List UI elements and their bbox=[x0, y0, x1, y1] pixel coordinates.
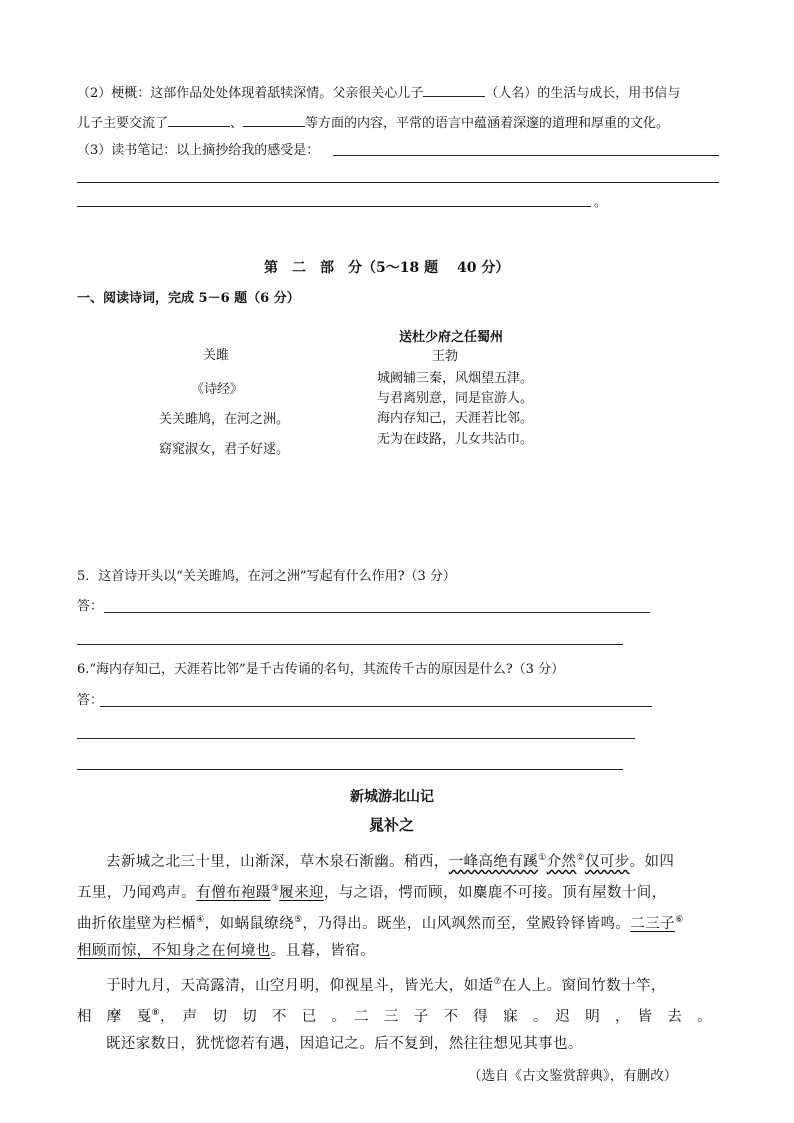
q2-line-1: （2）梗概：这部作品处处体现着舐犊深情。父亲很关心儿子 （人名）的生活与成长，用书信与 bbox=[77, 86, 681, 101]
poem1-line-1: 关关雎鸠，在河之洲。 bbox=[159, 412, 290, 427]
blank-topic-2[interactable] bbox=[243, 114, 305, 127]
q6-answer-line-1[interactable] bbox=[100, 706, 652, 707]
essay-p1-line-2: 五里，乃闻鸡声。有僧布袍蹑③履来迎，与之语，愕而顾，如麋鹿不可接。顶有屋数十间， bbox=[77, 884, 667, 901]
section1-heading: 一、阅读诗词，完成 5－6 题（6 分） bbox=[77, 291, 300, 306]
poem1-source: 《诗经》 bbox=[191, 382, 244, 397]
essay-source: （选自《古文鉴赏辞典》，有删改） bbox=[468, 1068, 678, 1084]
q3-end-mark: 。 bbox=[594, 195, 608, 210]
q5-answer-line-1[interactable] bbox=[104, 612, 650, 613]
essay-p1-line-4: 相顾而惊，不知身之在何境也。且暮，皆宿。 bbox=[77, 943, 376, 959]
q3-answer-line-3[interactable] bbox=[77, 206, 591, 207]
blank-person-name[interactable] bbox=[423, 84, 485, 97]
blank-topic-1[interactable] bbox=[168, 114, 230, 127]
q2-line-2: 儿子主要交流了 、 等方面的内容，平常的语言中蕴涵着深邃的道理和厚重的文化。 bbox=[77, 116, 670, 131]
essay-p3-line-1: 既还家数日，犹恍惚若有遇，因追记之。后不复到，然往往想见其事也。 bbox=[106, 1036, 583, 1052]
q5-question: 5．这首诗开头以“关关雎鸠，在河之洲”写起有什么作用?（3 分） bbox=[77, 569, 456, 584]
q6-answer-line-2[interactable] bbox=[77, 738, 635, 739]
essay-p1-line-3: 曲折依崖壁为栏楯④，如蜗鼠缭绕⑤，乃得出。既坐，山风飒然而至，堂殿铃铎皆鸣。二三子⑥ bbox=[77, 915, 684, 932]
poem2-title: 送杜少府之任蜀州 bbox=[399, 330, 504, 345]
poem2-author: 王勃 bbox=[432, 349, 459, 364]
poem1-title: 关雎 bbox=[203, 348, 230, 363]
q6-question: 6.“海内存知己，天涯若比邻”是千古传诵的名句，其流传千古的原因是什么?（3 分） bbox=[77, 662, 565, 677]
poem2-line-4: 无为在歧路，儿女共沾巾。 bbox=[377, 432, 534, 447]
essay-p1-line-1: 去新城之北三十里，山渐深，草木泉石渐幽。稍西，一峰高绝有蹊①介然②仅可步。如四 bbox=[106, 853, 675, 870]
q6-answer-label: 答： bbox=[77, 693, 104, 708]
poem2-line-3: 海内存知己，天涯若比邻。 bbox=[377, 411, 534, 426]
q5-answer-line-2[interactable] bbox=[77, 644, 623, 645]
poem1-line-2: 窈窕淑女，君子好逑。 bbox=[159, 442, 290, 457]
q5-answer-label: 答： bbox=[77, 599, 104, 614]
part2-title: 第 二 部 分（5～18 题 40 分） bbox=[264, 260, 510, 276]
essay-p2-line-1: 于时九月，天高露清，山空月明，仰视星斗，皆光大，如适⑦在人上。窗间竹数十竿， bbox=[106, 977, 666, 994]
poem2-line-1: 城阙辅三秦，风烟望五津。 bbox=[377, 371, 534, 386]
q3-line: （3）读书笔记：以上摘抄给我的感受是： bbox=[77, 143, 320, 158]
essay-title: 新城游北山记 bbox=[350, 789, 434, 805]
essay-author: 晁补之 bbox=[369, 816, 415, 834]
q3-answer-line-2[interactable] bbox=[77, 182, 719, 183]
q6-answer-line-3[interactable] bbox=[77, 769, 623, 770]
q3-answer-line-1[interactable] bbox=[333, 155, 719, 156]
poem2-line-2: 与君离别意，同是宦游人。 bbox=[377, 391, 534, 406]
essay-p2-line-2: 相 摩 戛⑧， 声 切 切 不 已 。 二 三 子 不 得 寐 。 迟 明 ， 皆 去 。 bbox=[77, 1008, 713, 1025]
